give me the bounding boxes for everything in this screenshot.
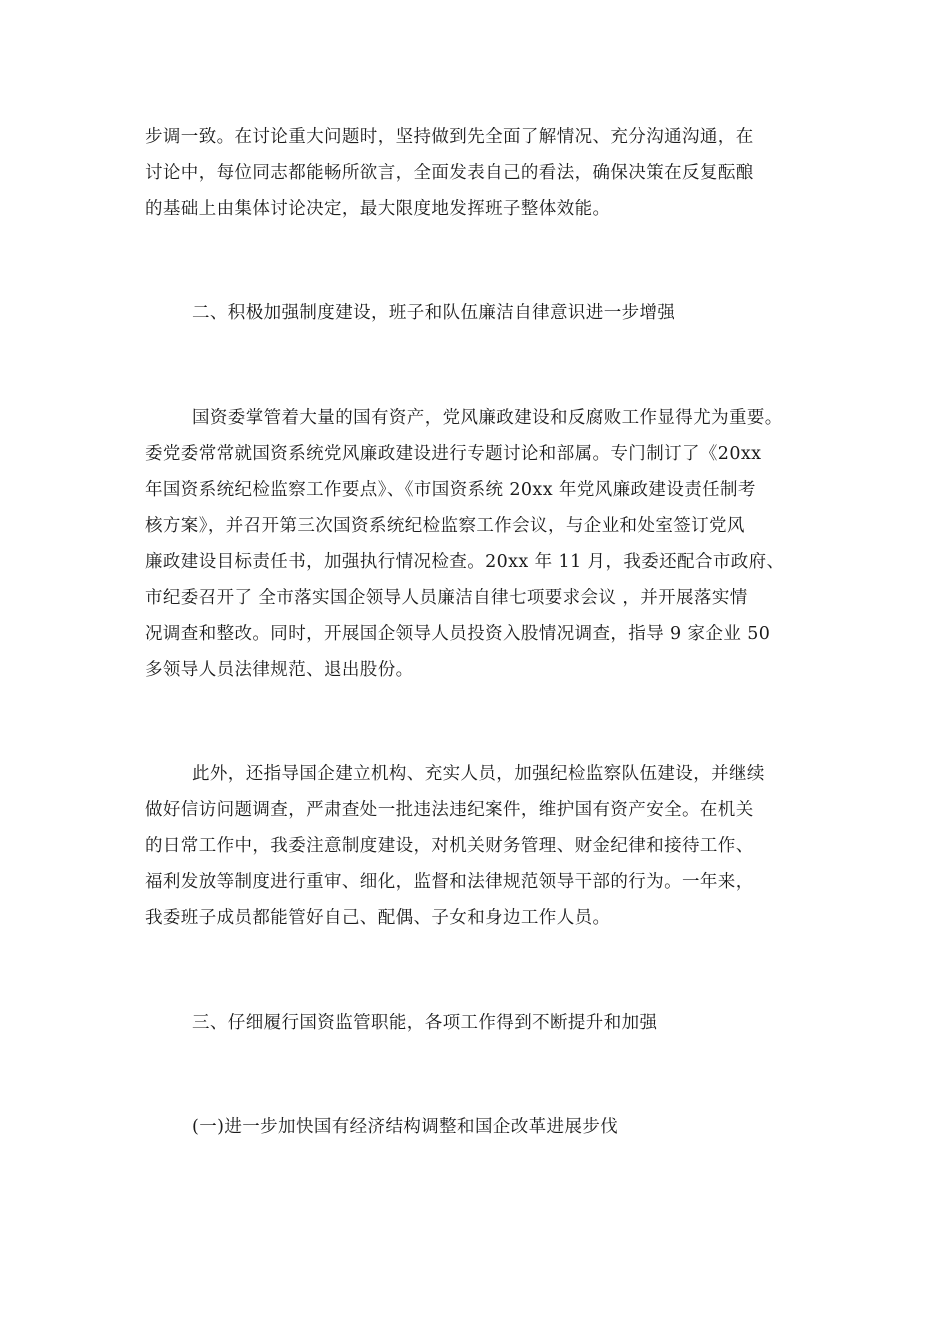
paragraph-line: 廉政建设目标责任书，加强执行情况检查。20xx 年 11 月，我委还配合市政府、 (145, 552, 785, 572)
paragraph-line: 我委班子成员都能管好自己、配偶、子女和身边工作人员。 (145, 908, 611, 928)
paragraph-line: 多领导人员法律规范、退出股份。 (145, 660, 414, 680)
paragraph-line: 核方案》，并召开第三次国资系统纪检监察工作会议，与企业和处室签订党风 (145, 516, 745, 536)
paragraph-line: 国资委掌管着大量的国有资产，党风廉政建设和反腐败工作显得尤为重要。 (192, 408, 783, 428)
paragraph-line: 的日常工作中，我委注意制度建设，对机关财务管理、财金纪律和接待工作、 (145, 836, 754, 856)
paragraph-line: 况调查和整改。同时，开展国企领导人员投资入股情况调查，指导 9 家企业 50 (145, 624, 771, 644)
section-heading: 二、积极加强制度建设，班子和队伍廉洁自律意识进一步增强 (192, 303, 676, 323)
paragraph-line: 年国资系统纪检监察工作要点》、《市国资系统 20xx 年党风廉政建设责任制考 (145, 480, 756, 500)
paragraph-line: 此外，还指导国企建立机构、充实人员，加强纪检监察队伍建设，并继续 (192, 764, 765, 784)
paragraph-line: 委党委常常就国资系统党风廉政建设进行专题讨论和部属。专门制订了《20xx (145, 444, 762, 464)
section-heading: 三、仔细履行国资监管职能，各项工作得到不断提升和加强 (192, 1013, 658, 1033)
paragraph-line: 的基础上由集体讨论决定，最大限度地发挥班子整体效能。 (145, 199, 611, 219)
paragraph-line: 步调一致。在讨论重大问题时，坚持做到先全面了解情况、充分沟通沟通，在 (145, 127, 754, 147)
paragraph-line: 讨论中，每位同志都能畅所欲言，全面发表自己的看法，确保决策在反复酝酿 (145, 163, 754, 183)
paragraph-line: 福利发放等制度进行重审、细化，监督和法律规范领导干部的行为。一年来， (145, 872, 754, 892)
paragraph-line: 做好信访问题调查，严肃查处一批违法违纪案件，维护国有资产安全。在机关 (145, 800, 754, 820)
subsection-heading: (一)进一步加快国有经济结构调整和国企改革进展步伐 (192, 1117, 619, 1137)
paragraph-line: 市纪委召开了 全市落实国企领导人员廉洁自律七项要求会议 ，并开展落实情 (145, 588, 748, 608)
